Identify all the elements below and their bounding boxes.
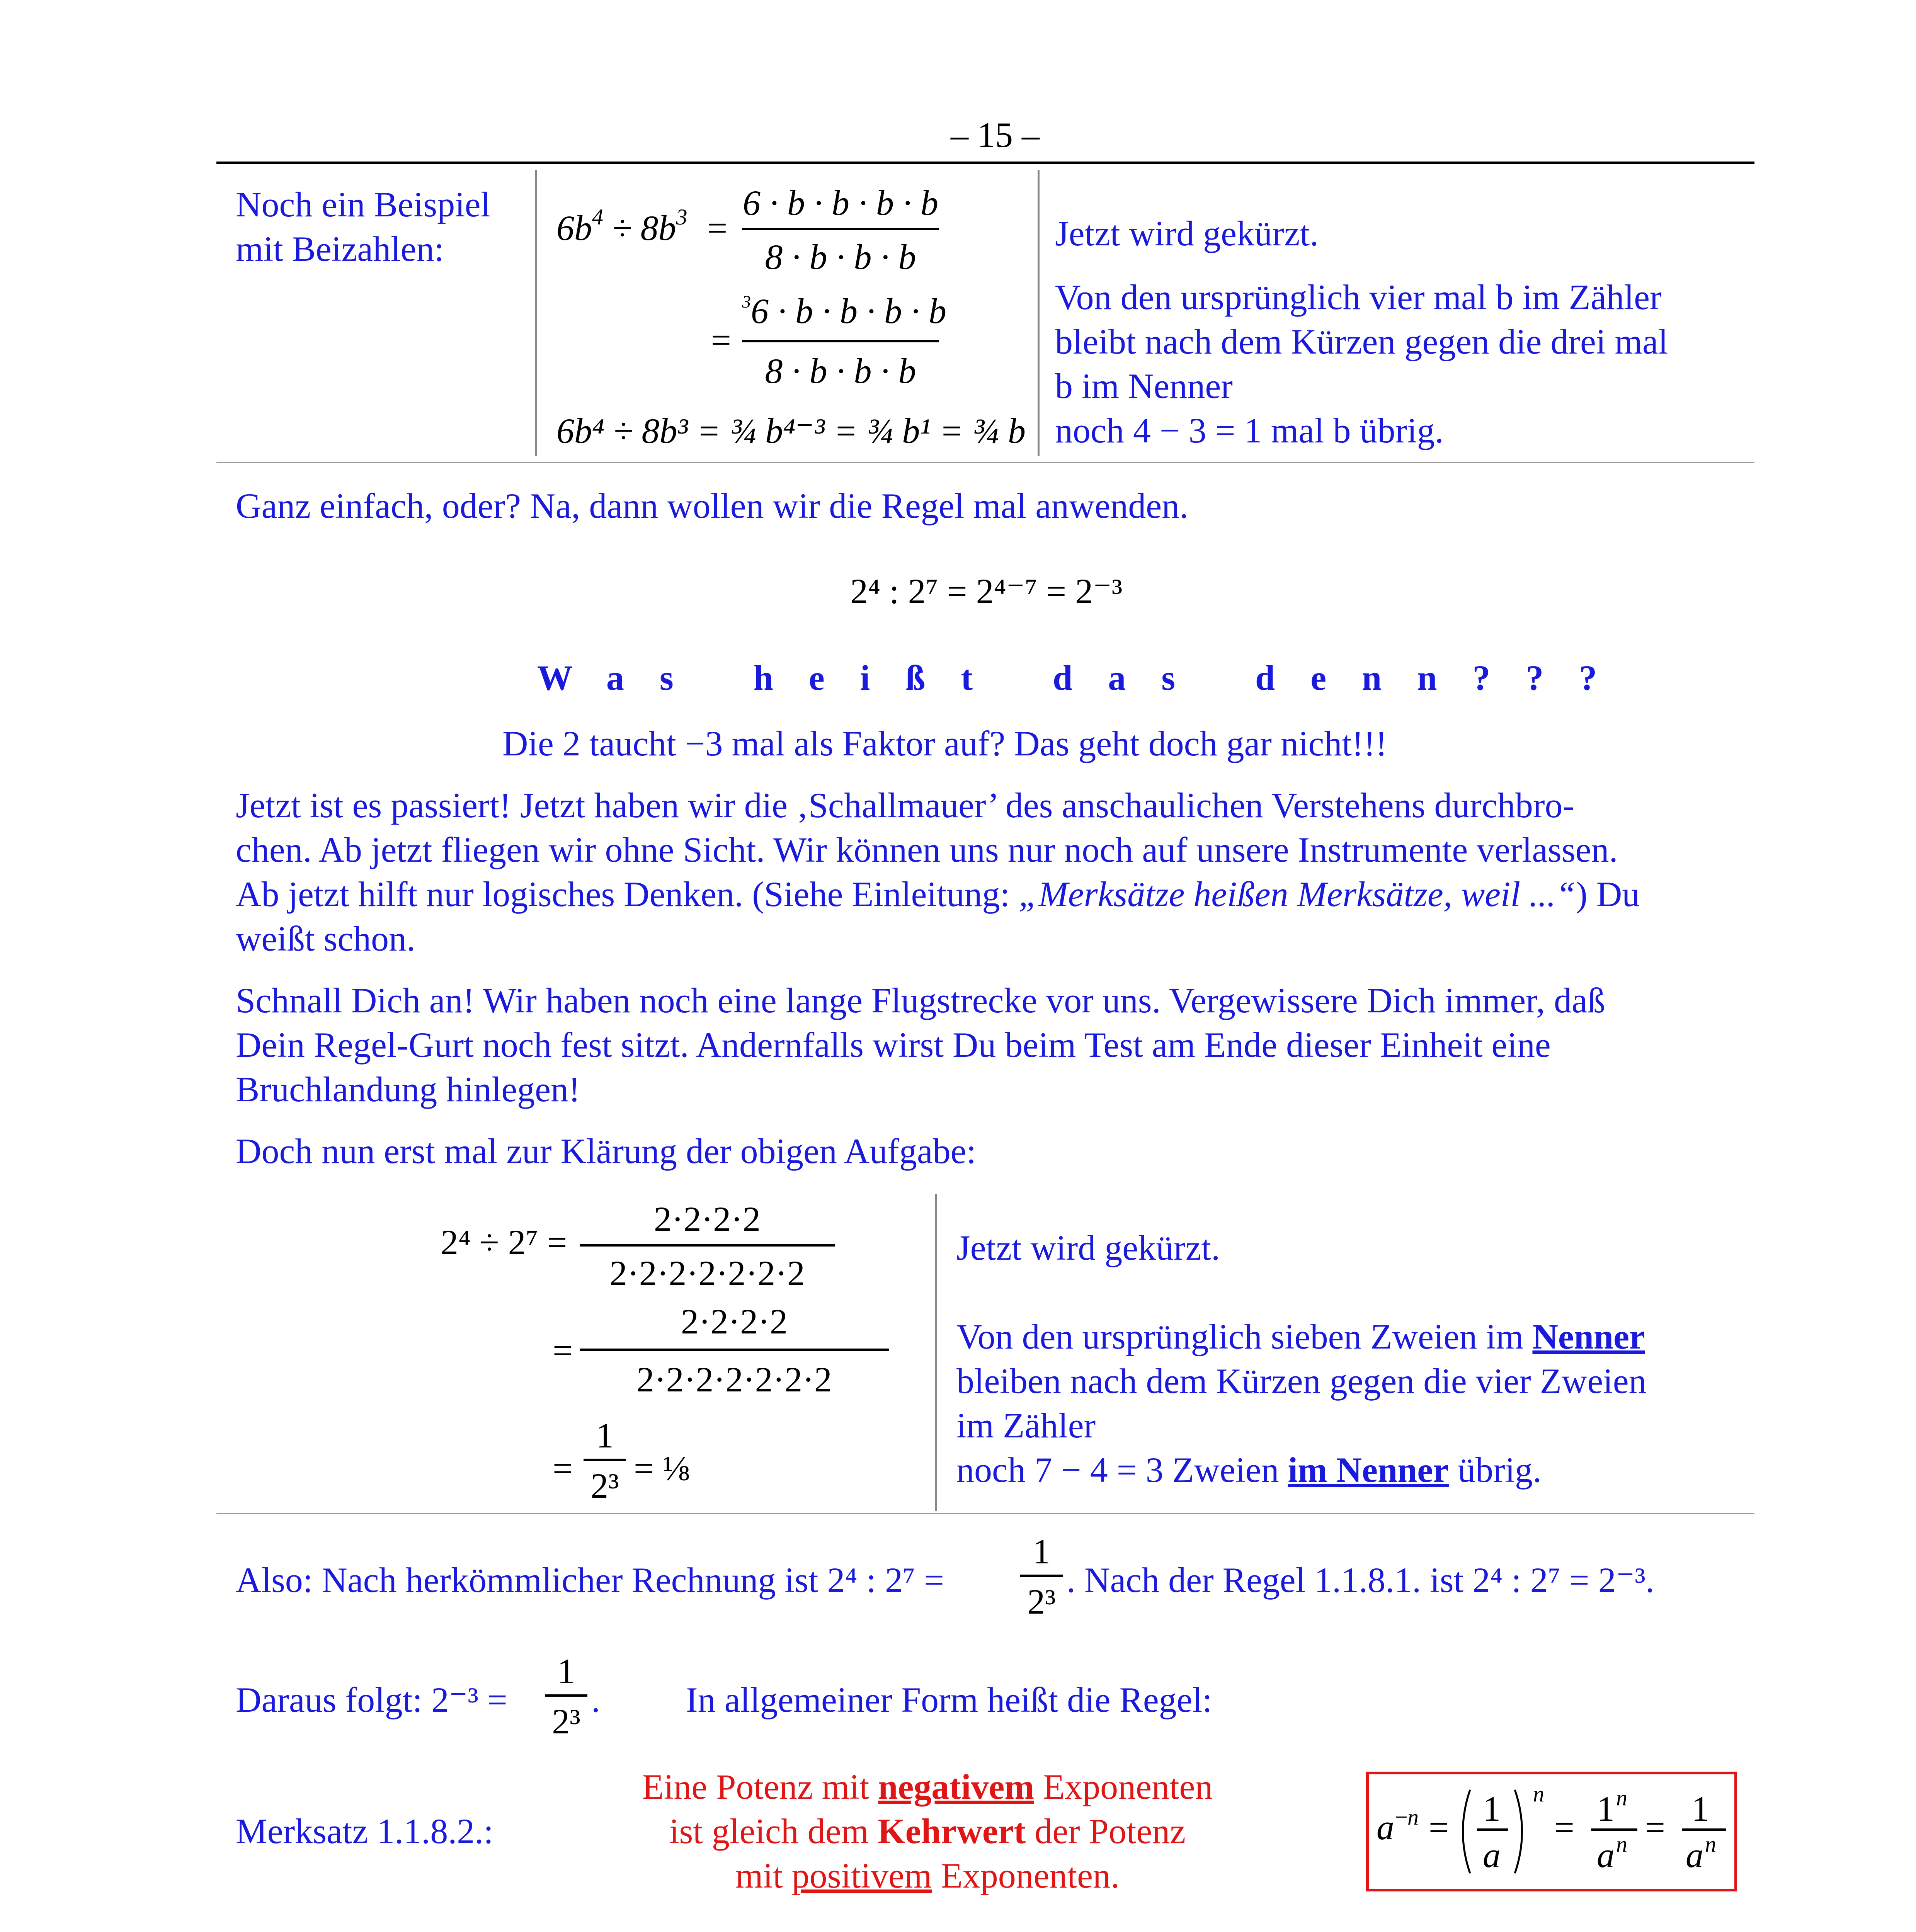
merksatz-line2-c: der Potenz [1026, 1811, 1186, 1851]
svg-text:−: − [1395, 1804, 1408, 1830]
paragraph-7a: Daraus folgt: 2⁻³ = [236, 1680, 507, 1719]
paragraph-7c: In allgemeiner Form heißt die Regel: [686, 1680, 1212, 1719]
example1-comment2-line3: b im Nenner [1055, 366, 1233, 406]
example1-num2: $^3$6 · b · b · b · b [742, 291, 946, 331]
example2-comment5-c: übrig. [1448, 1450, 1542, 1490]
table2-divider [935, 1194, 937, 1511]
paragraph-3-line4: weißt schon. [236, 919, 416, 958]
paragraph-3-line1: Jetzt ist es passiert! Jetzt haben wir die ‚Schallmauer’ des anschaulichen Verstehens durchbro- [236, 786, 1575, 825]
example1-num1: 6 · b · b · b · b [743, 183, 938, 223]
example1-den2: 8 · b · b · b [765, 351, 916, 391]
example2-num1: 2·2·2·2 [654, 1199, 761, 1239]
table2-bottom-rule [216, 1513, 1754, 1514]
example2-result-num: 1 [596, 1416, 614, 1455]
example1-comment2-line4: noch 4 − 3 = 1 mal b übrig. [1055, 411, 1444, 450]
svg-text:n: n [1616, 1785, 1627, 1810]
example2-comment5-a: noch 7 − 4 = 3 Zweien [956, 1450, 1288, 1490]
example1-den1: 8 · b · b · b [765, 237, 916, 277]
paragraph-4-line2: Dein Regel-Gurt noch fest sitzt. Andernfalls wirst Du beim Test am Ende dieser Einheit eine [236, 1025, 1551, 1065]
example2-num2: 2·2·2·2 [681, 1302, 788, 1341]
header-rule [216, 162, 1754, 164]
paragraph-7-num: 1 [557, 1651, 575, 1691]
example1-label-line2: mit Beizahlen: [236, 229, 444, 269]
example2-comment1: Jetzt wird gekürzt. [956, 1228, 1220, 1267]
paragraph-7b: . [591, 1680, 600, 1719]
merksatz-label: Merksatz 1.1.8.2.: [236, 1811, 493, 1851]
equation-1: 2⁴ : 2⁷ = 2⁴⁻⁷ = 2⁻³ [850, 571, 1123, 611]
merksatz-line3-a: mit [735, 1856, 792, 1895]
paragraph-3-line3-text: Ab jetzt hilft nur logisches Denken. (Siehe Einleitung: [236, 874, 1019, 914]
example2-lhs: 2⁴ ÷ 2⁷ = [441, 1223, 567, 1262]
svg-text:=: = [1429, 1808, 1449, 1847]
merksatz-line2 [580, 1808, 1275, 1854]
example2-comment5 [956, 1447, 1542, 1493]
example2-comment2 [956, 1314, 1645, 1359]
merksatz-line1 [580, 1764, 1275, 1810]
svg-text:a: a [1597, 1835, 1615, 1875]
example1-lhs: $6b^4 \div 8b^3$ = [556, 204, 729, 248]
example1-comment2-line1: Von den ursprünglich vier mal b im Zähler [1055, 277, 1662, 317]
table1-bottom-rule [216, 462, 1754, 463]
paragraph-4-line3: Bruchlandung hinlegen! [236, 1070, 580, 1109]
merksatz-line3 [580, 1853, 1275, 1898]
paragraph-7-bar [545, 1694, 587, 1697]
example1-label-line1: Noch ein Beispiel [236, 185, 491, 224]
merksatz-line2-a: ist gleich dem [669, 1811, 878, 1851]
svg-text:a: a [1377, 1808, 1394, 1847]
example2-comment4: im Zähler [956, 1406, 1096, 1445]
example2-equals3: = [553, 1449, 573, 1488]
paragraph-7-den: 2³ [552, 1702, 580, 1741]
example1-fraction-bar2 [742, 340, 939, 342]
merksatz-line1-a: Eine Potenz mit [642, 1767, 878, 1806]
paragraph-6-num: 1 [1033, 1532, 1050, 1571]
svg-text:a: a [1686, 1835, 1703, 1875]
paragraph-2: Die 2 taucht −3 mal als Faktor auf? Das geht doch gar nicht!!! [502, 724, 1387, 763]
example1-comment1: Jetzt wird gekürzt. [1055, 214, 1319, 253]
example1-fraction-bar1 [742, 228, 939, 230]
paragraph-4-line1: Schnall Dich an! Wir haben noch eine lange Flugstrecke vor uns. Vergewissere Dich immer, daß [236, 981, 1605, 1020]
svg-text:a: a [1483, 1835, 1501, 1875]
svg-text:=: = [1554, 1808, 1574, 1847]
paragraph-3-quote: „Merksätze heißen Merksätze, weil ...“ [1019, 874, 1576, 914]
example2-result-den: 2³ [590, 1466, 619, 1505]
merksatz-formula [1369, 1774, 1734, 1889]
page-number: – 15 – [951, 115, 1040, 155]
example2-den1: 2·2·2·2·2·2·2 [609, 1253, 805, 1293]
svg-text:n: n [1616, 1832, 1627, 1857]
merksatz-line3-c: Exponenten. [932, 1856, 1120, 1895]
svg-text:1: 1 [1597, 1789, 1615, 1828]
svg-text:n: n [1705, 1832, 1716, 1857]
paragraph-3-line2: chen. Ab jetzt fliegen wir ohne Sicht. Wir können uns nur noch auf unsere Instrumente verlassen. [236, 830, 1618, 869]
example2-result-bar [584, 1459, 626, 1461]
example2-den2: 2·2·2·2·2·2·2 [636, 1360, 832, 1399]
example2-comment2-text: Von den ursprünglich sieben Zweien im [956, 1317, 1533, 1356]
svg-text:n: n [1533, 1781, 1544, 1806]
paragraph-5: Doch nun erst mal zur Klärung der obigen Aufgabe: [236, 1131, 977, 1171]
merksatz-positivem: positivem [791, 1856, 932, 1895]
example2-comment2-nenner: Nenner [1532, 1317, 1645, 1356]
merksatz-formula-box [1366, 1772, 1737, 1891]
svg-text:n: n [1407, 1804, 1419, 1830]
example1-equals2: = [711, 320, 731, 360]
example2-result-frac: = ⅛ [634, 1449, 689, 1488]
paragraph-6-bar [1020, 1575, 1063, 1577]
paragraph-1: Ganz einfach, oder? Na, dann wollen wir die Regel mal anwenden. [236, 486, 1189, 526]
question-heading: Was heißt das denn??? [537, 658, 1633, 697]
example2-fraction-bar1 [580, 1244, 835, 1247]
example2-comment3: bleiben nach dem Kürzen gegen die vier Zweien [956, 1361, 1647, 1401]
table1-divider-right [1038, 170, 1040, 456]
example2-fraction-bar2 [580, 1349, 889, 1351]
example1-result: 6b⁴ ÷ 8b³ = ¾ b⁴⁻³ = ¾ b¹ = ¾ b [556, 411, 1026, 451]
example2-equals2: = [553, 1331, 573, 1370]
table1-divider-left [535, 170, 537, 456]
paragraph-6a: Also: Nach herkömmlicher Rechnung ist 2⁴ : 2⁷ = [236, 1560, 944, 1600]
paragraph-6-den: 2³ [1027, 1582, 1056, 1621]
merksatz-kehrwert: Kehrwert [878, 1811, 1026, 1851]
merksatz-line1-c: Exponenten [1034, 1767, 1213, 1806]
svg-text:=: = [1645, 1808, 1665, 1847]
example1-comment2-line2: bleibt nach dem Kürzen gegen die drei mal [1055, 322, 1668, 361]
paragraph-3-line3 [236, 871, 1640, 917]
example2-comment5-b: im Nenner [1288, 1450, 1449, 1490]
paragraph-3-line3-end: ) Du [1576, 874, 1640, 914]
example1-num2-text: 6 · b · b · b · b [751, 291, 946, 331]
svg-text:1: 1 [1691, 1789, 1709, 1828]
merksatz-negativem: negativem [878, 1767, 1034, 1806]
svg-text:1: 1 [1483, 1789, 1501, 1828]
paragraph-6b: . Nach der Regel 1.1.8.1. ist 2⁴ : 2⁷ = 2⁻³. [1067, 1560, 1654, 1600]
example2-result-frac-value: ⅛ [662, 1449, 689, 1488]
